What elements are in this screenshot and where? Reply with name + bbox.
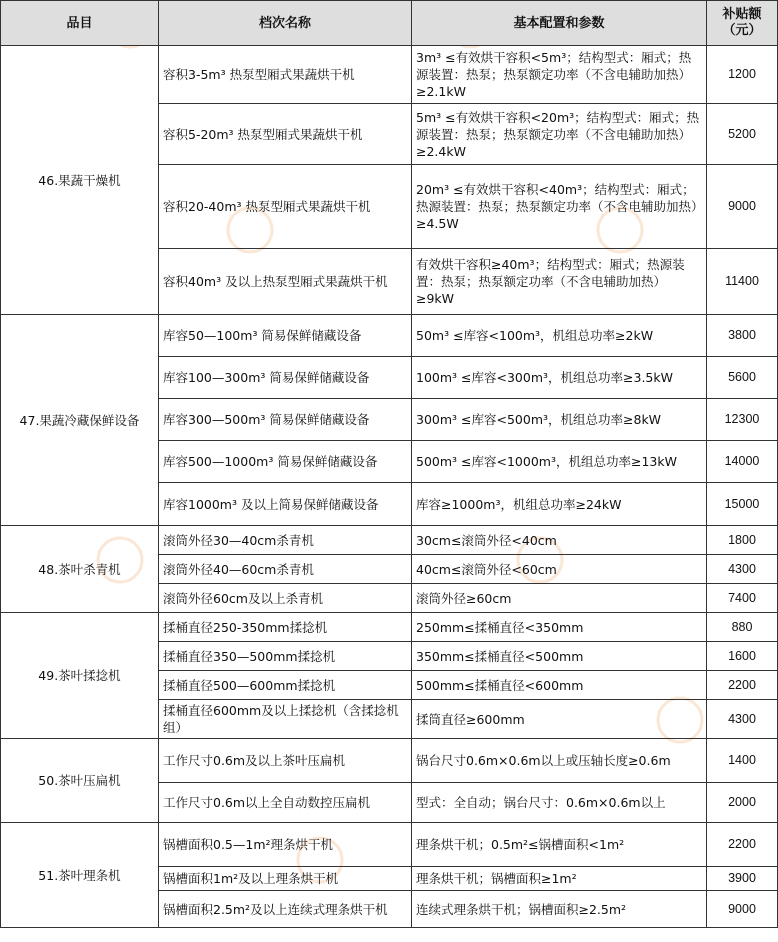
grade-name-cell: 滚筒外径40—60cm杀青机 [159,555,412,584]
grade-name-cell: 滚筒外径30—40cm杀青机 [159,526,412,555]
amount-cell: 1200 [707,46,778,104]
header-spec: 基本配置和参数 [412,1,707,46]
grade-name-cell: 容积5-20m³ 热泵型厢式果蔬烘干机 [159,104,412,165]
amount-cell: 4300 [707,555,778,584]
grade-name-cell: 库容100—300m³ 简易保鲜储藏设备 [159,357,412,399]
amount-cell: 15000 [707,483,778,526]
spec-cell: 揉筒直径≥600mm [412,700,707,739]
amount-cell: 2200 [707,823,778,867]
amount-cell: 880 [707,613,778,642]
amount-cell: 2000 [707,783,778,823]
category-cell: 49.茶叶揉捻机 [1,613,159,739]
amount-cell: 4300 [707,700,778,739]
spec-cell: 滚筒外径≥60cm [412,584,707,613]
spec-cell: 500mm≤揉桶直径<600mm [412,671,707,700]
grade-name-cell: 揉桶直径250-350mm揉捻机 [159,613,412,642]
amount-cell: 1800 [707,526,778,555]
spec-cell: 50m³ ≤库容<100m³，机组总功率≥2kW [412,315,707,357]
grade-name-cell: 工作尺寸0.6m以上全自动数控压扁机 [159,783,412,823]
spec-cell: 250mm≤揉桶直径<350mm [412,613,707,642]
grade-name-cell: 揉桶直径500—600mm揉捻机 [159,671,412,700]
table-row [1,526,778,555]
header-subsidy [707,1,778,46]
spec-cell: 理条烘干机；0.5m²≤锅槽面积<1m² [412,823,707,867]
amount-cell: 9000 [707,165,778,249]
header-subsidy-line1: 补贴额 [722,7,762,22]
grade-name-cell: 工作尺寸0.6m及以上茶叶压扁机 [159,739,412,783]
amount-cell: 1600 [707,642,778,671]
grade-name-cell: 锅槽面积1m²及以上理条烘干机 [159,867,412,891]
grade-name-cell: 锅槽面积0.5—1m²理条烘干机 [159,823,412,867]
grade-name-cell: 库容300—500m³ 简易保鲜储藏设备 [159,399,412,441]
amount-cell: 1400 [707,739,778,783]
table-row [1,315,778,357]
spec-cell: 型式：全自动；锅台尺寸：0.6m×0.6m以上 [412,783,707,823]
spec-cell: 350mm≤揉桶直径<500mm [412,642,707,671]
category-cell: 46.果蔬干燥机 [1,46,159,315]
grade-name-cell: 库容50—100m³ 简易保鲜储藏设备 [159,315,412,357]
spec-cell: 库容≥1000m³，机组总功率≥24kW [412,483,707,526]
grade-name-cell: 容积3-5m³ 热泵型厢式果蔬烘干机 [159,46,412,104]
amount-cell: 5600 [707,357,778,399]
amount-cell: 2200 [707,671,778,700]
grade-name-cell: 库容1000m³ 及以上简易保鲜储藏设备 [159,483,412,526]
grade-name-cell: 容积40m³ 及以上热泵型厢式果蔬烘干机 [159,249,412,315]
table-row [1,823,778,867]
amount-cell: 9000 [707,891,778,928]
category-cell: 47.果蔬冷藏保鲜设备 [1,315,159,526]
amount-cell: 3900 [707,867,778,891]
grade-name-cell: 揉桶直径600mm及以上揉捻机（含揉捻机组） [159,700,412,739]
spec-cell: 40cm≤滚筒外径<60cm [412,555,707,584]
spec-cell: 连续式理条烘干机；锅槽面积≥2.5m² [412,891,707,928]
spec-cell: 500m³ ≤库容<1000m³，机组总功率≥13kW [412,441,707,483]
category-cell: 51.茶叶理条机 [1,823,159,928]
spec-cell: 5m³ ≤有效烘干容积<20m³；结构型式：厢式；热源装置：热泵；热泵额定功率（不含电辅助加热）≥2.4kW [412,104,707,165]
grade-name-cell: 锅槽面积2.5m²及以上连续式理条烘干机 [159,891,412,928]
table-row [1,613,778,642]
amount-cell: 14000 [707,441,778,483]
amount-cell: 12300 [707,399,778,441]
header-category: 品目 [1,1,159,46]
spec-cell: 30cm≤滚筒外径<40cm [412,526,707,555]
spec-cell: 锅台尺寸0.6m×0.6m以上或压轴长度≥0.6m [412,739,707,783]
grade-name-cell: 滚筒外径60cm及以上杀青机 [159,584,412,613]
spec-cell: 300m³ ≤库容<500m³，机组总功率≥8kW [412,399,707,441]
amount-cell: 7400 [707,584,778,613]
grade-name-cell: 库容500—1000m³ 简易保鲜储藏设备 [159,441,412,483]
spec-cell: 3m³ ≤有效烘干容积<5m³；结构型式：厢式；热源装置：热泵；热泵额定功率（不含电辅助加热）≥2.1kW [412,46,707,104]
amount-cell: 3800 [707,315,778,357]
amount-cell: 5200 [707,104,778,165]
grade-name-cell: 揉桶直径350—500mm揉捻机 [159,642,412,671]
spec-cell: 20m³ ≤有效烘干容积<40m³；结构型式：厢式；热源装置：热泵；热泵额定功率（不含电辅助加热）≥4.5W [412,165,707,249]
header-grade-name: 档次名称 [159,1,412,46]
amount-cell: 11400 [707,249,778,315]
header-subsidy-line2: （元） [722,23,762,38]
table-header-row [1,1,778,46]
spec-cell: 理条烘干机；锅槽面积≥1m² [412,867,707,891]
table-row [1,46,778,104]
spec-cell: 100m³ ≤库容<300m³，机组总功率≥3.5kW [412,357,707,399]
grade-name-cell: 容积20-40m³ 热泵型厢式果蔬烘干机 [159,165,412,249]
spec-cell: 有效烘干容积≥40m³；结构型式：厢式；热源装置：热泵；热泵额定功率（不含电辅助加热）≥9kW [412,249,707,315]
category-cell: 48.茶叶杀青机 [1,526,159,613]
category-cell: 50.茶叶压扁机 [1,739,159,823]
table-row [1,739,778,783]
